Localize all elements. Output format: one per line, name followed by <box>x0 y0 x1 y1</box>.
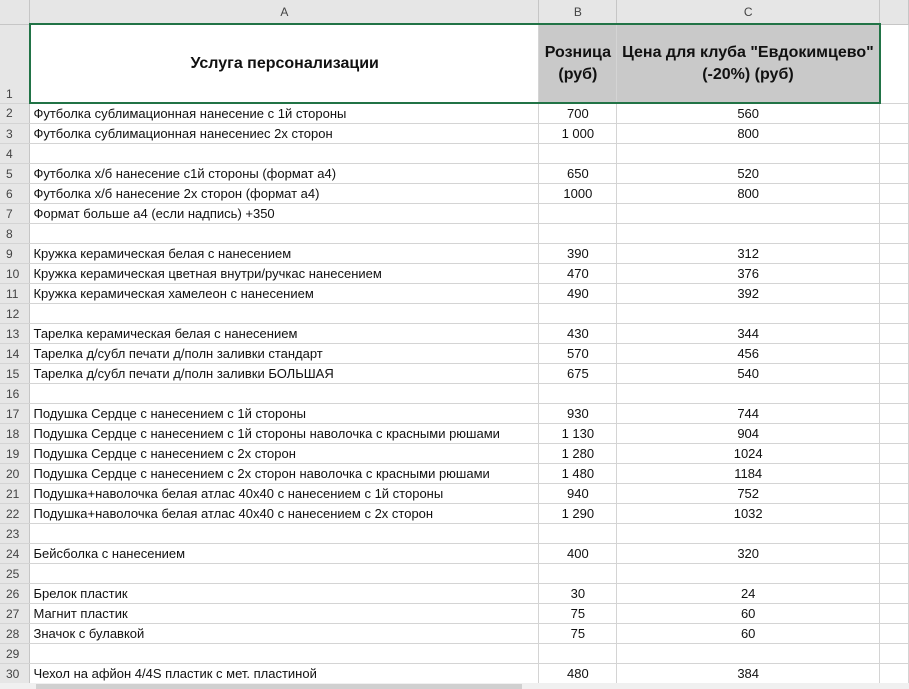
cell-club-price[interactable] <box>617 564 880 584</box>
cell-service[interactable]: Кружка керамическая цветная внутри/ручкас нанесением <box>30 264 539 284</box>
cell-service[interactable]: Подушка Сердце с нанесением с 2х сторон <box>30 444 539 464</box>
table-row <box>0 264 909 284</box>
empty-cell[interactable] <box>880 584 909 604</box>
empty-cell[interactable] <box>880 544 909 564</box>
cell-club-price[interactable]: 1032 <box>617 504 880 524</box>
table-row <box>0 204 909 224</box>
empty-cell[interactable] <box>880 304 909 324</box>
cell-club-price[interactable]: 24 <box>617 584 880 604</box>
cell-service[interactable]: Кружка керамическая хамелеон с нанесением <box>30 284 539 304</box>
empty-cell[interactable] <box>880 524 909 544</box>
row-header[interactable]: 13 <box>0 324 30 344</box>
cell-retail[interactable]: 400 <box>539 544 617 564</box>
row-header[interactable]: 1 <box>0 24 30 103</box>
cell-service[interactable]: Тарелка керамическая белая с нанесением <box>30 324 539 344</box>
row-header[interactable]: 9 <box>0 244 30 264</box>
cell-service[interactable]: Тарелка д/субл печати д/полн заливки БОЛЬШАЯ <box>30 364 539 384</box>
table-row <box>0 364 909 384</box>
cell-club-price[interactable]: 60 <box>617 604 880 624</box>
table-row <box>0 124 909 144</box>
cell-club-price[interactable]: 744 <box>617 404 880 424</box>
cell-service[interactable]: Чехол на афйон 4/4S пластик с мет. пластиной <box>30 664 539 684</box>
row-header[interactable]: 24 <box>0 544 30 564</box>
cell-club-price[interactable] <box>617 224 880 244</box>
row-header[interactable]: 17 <box>0 404 30 424</box>
cell-retail[interactable]: 1 130 <box>539 424 617 444</box>
table-row <box>0 184 909 204</box>
row-header[interactable]: 8 <box>0 224 30 244</box>
empty-cell[interactable] <box>880 644 909 664</box>
cell-club-price[interactable] <box>617 304 880 324</box>
empty-cell[interactable] <box>880 504 909 524</box>
cell-retail[interactable]: 650 <box>539 164 617 184</box>
cell-service[interactable]: Бейсболка с нанесением <box>30 544 539 564</box>
table-row <box>0 584 909 604</box>
row-header[interactable]: 11 <box>0 284 30 304</box>
empty-cell[interactable] <box>880 424 909 444</box>
cell-retail[interactable]: 570 <box>539 344 617 364</box>
cell-service[interactable] <box>30 644 539 664</box>
cell-service[interactable]: Подушка Сердце с нанесением с 1й стороны <box>30 404 539 424</box>
cell-retail[interactable]: 930 <box>539 404 617 424</box>
table-row <box>0 404 909 424</box>
table-row <box>0 384 909 404</box>
cell-club-price[interactable]: 1184 <box>617 464 880 484</box>
column-header-empty <box>880 0 909 24</box>
row-header[interactable]: 23 <box>0 524 30 544</box>
cell-club-price[interactable] <box>617 524 880 544</box>
cell-service[interactable] <box>30 224 539 244</box>
empty-cell[interactable] <box>880 604 909 624</box>
cell-club-price[interactable]: 904 <box>617 424 880 444</box>
cell-retail[interactable]: 470 <box>539 264 617 284</box>
column-header-c[interactable]: C <box>617 0 880 24</box>
cell-retail[interactable] <box>539 224 617 244</box>
cell-service[interactable]: Футболка сублимационная нанесение с 1й стороны <box>30 103 539 124</box>
cell-service[interactable]: Подушка Сердце с нанесением с 2х сторон наволочка с красными рюшами <box>30 464 539 484</box>
empty-cell[interactable] <box>880 264 909 284</box>
empty-cell[interactable] <box>880 284 909 304</box>
row-header[interactable]: 3 <box>0 124 30 144</box>
empty-cell[interactable] <box>880 564 909 584</box>
cell-retail[interactable]: 490 <box>539 284 617 304</box>
cell-club-price[interactable]: 560 <box>617 103 880 124</box>
cell-retail[interactable]: 480 <box>539 664 617 684</box>
row-header[interactable]: 20 <box>0 464 30 484</box>
cell-retail[interactable] <box>539 524 617 544</box>
table-row <box>0 224 909 244</box>
cell-service[interactable] <box>30 304 539 324</box>
row-header[interactable]: 27 <box>0 604 30 624</box>
row-header[interactable]: 19 <box>0 444 30 464</box>
row-header[interactable]: 28 <box>0 624 30 644</box>
cell-retail[interactable]: 1 000 <box>539 124 617 144</box>
row-header[interactable]: 21 <box>0 484 30 504</box>
header-cell-service[interactable]: Услуга персонализации <box>30 24 539 103</box>
cell-club-price[interactable]: 384 <box>617 664 880 684</box>
table-row <box>0 304 909 324</box>
table-row <box>0 644 909 664</box>
cell-club-price[interactable]: 520 <box>617 164 880 184</box>
cell-service[interactable]: Подушка+наволочка белая атлас 40х40 с нанесением с 2х сторон <box>30 504 539 524</box>
empty-cell[interactable] <box>880 24 909 103</box>
cell-service[interactable]: Футболка х/б нанесение 2х сторон (формат а4) <box>30 184 539 204</box>
empty-cell[interactable] <box>880 244 909 264</box>
cell-service[interactable]: Формат больше а4 (если надпись) +350 <box>30 204 539 224</box>
cell-club-price[interactable]: 456 <box>617 344 880 364</box>
cell-retail[interactable] <box>539 384 617 404</box>
table-row <box>0 284 909 304</box>
empty-cell[interactable] <box>880 124 909 144</box>
cell-retail[interactable]: 430 <box>539 324 617 344</box>
cell-service[interactable]: Магнит пластик <box>30 604 539 624</box>
cell-retail[interactable] <box>539 644 617 664</box>
empty-cell[interactable] <box>880 404 909 424</box>
cell-club-price[interactable]: 752 <box>617 484 880 504</box>
table-row <box>0 164 909 184</box>
row-header[interactable]: 26 <box>0 584 30 604</box>
row-header[interactable]: 12 <box>0 304 30 324</box>
cell-club-price[interactable] <box>617 384 880 404</box>
cell-retail[interactable] <box>539 144 617 164</box>
row-header[interactable]: 25 <box>0 564 30 584</box>
table-row <box>0 244 909 264</box>
cell-retail[interactable]: 1 280 <box>539 444 617 464</box>
table-row <box>0 324 909 344</box>
cell-club-price[interactable] <box>617 204 880 224</box>
cell-retail[interactable]: 75 <box>539 604 617 624</box>
empty-cell[interactable] <box>880 184 909 204</box>
cell-club-price[interactable] <box>617 144 880 164</box>
cell-club-price[interactable]: 312 <box>617 244 880 264</box>
cell-club-price[interactable] <box>617 644 880 664</box>
cell-club-price[interactable]: 540 <box>617 364 880 384</box>
cell-club-price[interactable]: 376 <box>617 264 880 284</box>
cell-service[interactable] <box>30 564 539 584</box>
table-row <box>0 464 909 484</box>
cell-service[interactable] <box>30 524 539 544</box>
cell-retail[interactable] <box>539 564 617 584</box>
table-row <box>0 624 909 644</box>
cell-retail[interactable]: 700 <box>539 103 617 124</box>
header-cell-club-price[interactable]: Цена для клуба "Евдокимцево" (-20%) (руб) <box>617 24 880 103</box>
cell-retail[interactable]: 390 <box>539 244 617 264</box>
cell-club-price[interactable]: 392 <box>617 284 880 304</box>
row-header[interactable]: 2 <box>0 103 30 124</box>
cell-service[interactable]: Тарелка д/субл печати д/полн заливки стандарт <box>30 344 539 364</box>
cell-service[interactable]: Кружка керамическая белая с нанесением <box>30 244 539 264</box>
cell-service[interactable]: Футболка х/б нанесение с1й стороны (формат а4) <box>30 164 539 184</box>
cell-retail[interactable]: 1000 <box>539 184 617 204</box>
row-header[interactable]: 15 <box>0 364 30 384</box>
row-header[interactable]: 6 <box>0 184 30 204</box>
cell-retail[interactable]: 1 290 <box>539 504 617 524</box>
empty-cell[interactable] <box>880 224 909 244</box>
header-cell-retail[interactable]: Розница (руб) <box>539 24 617 103</box>
cell-service[interactable]: Брелок пластик <box>30 584 539 604</box>
row-header[interactable]: 7 <box>0 204 30 224</box>
table-row <box>0 484 909 504</box>
empty-cell[interactable] <box>880 324 909 344</box>
column-header-b[interactable]: B <box>539 0 617 24</box>
row-header[interactable]: 30 <box>0 664 30 684</box>
empty-cell[interactable] <box>880 344 909 364</box>
table-row <box>0 444 909 464</box>
row-header[interactable]: 14 <box>0 344 30 364</box>
row-header[interactable]: 22 <box>0 504 30 524</box>
table-row <box>0 504 909 524</box>
cell-club-price[interactable]: 320 <box>617 544 880 564</box>
table-row <box>0 424 909 444</box>
empty-cell[interactable] <box>880 103 909 124</box>
cell-service[interactable]: Значок с булавкой <box>30 624 539 644</box>
cell-retail[interactable]: 940 <box>539 484 617 504</box>
table-row <box>0 564 909 584</box>
table-row <box>0 604 909 624</box>
cell-service[interactable]: Подушка Сердце с нанесением с 1й стороны наволочка с красными рюшами <box>30 424 539 444</box>
scrollbar-thumb[interactable] <box>36 684 522 689</box>
cell-club-price[interactable]: 344 <box>617 324 880 344</box>
column-header-a[interactable]: A <box>30 0 539 24</box>
cell-service[interactable]: Футболка сублимационная нанесениес 2х сторон <box>30 124 539 144</box>
cell-retail[interactable] <box>539 204 617 224</box>
row-header[interactable]: 5 <box>0 164 30 184</box>
row-header[interactable]: 29 <box>0 644 30 664</box>
empty-cell[interactable] <box>880 464 909 484</box>
cell-service[interactable] <box>30 144 539 164</box>
empty-cell[interactable] <box>880 204 909 224</box>
cell-service[interactable] <box>30 384 539 404</box>
empty-cell[interactable] <box>880 164 909 184</box>
empty-cell[interactable] <box>880 444 909 464</box>
table-row <box>0 103 909 124</box>
row-header[interactable]: 10 <box>0 264 30 284</box>
row-header[interactable]: 18 <box>0 424 30 444</box>
cell-club-price[interactable]: 1024 <box>617 444 880 464</box>
cell-retail[interactable]: 75 <box>539 624 617 644</box>
table-row <box>0 144 909 164</box>
row-header[interactable]: 16 <box>0 384 30 404</box>
cell-service[interactable]: Подушка+наволочка белая атлас 40х40 с нанесением с 1й стороны <box>30 484 539 504</box>
empty-cell[interactable] <box>880 484 909 504</box>
cell-club-price[interactable]: 800 <box>617 184 880 204</box>
select-all-corner[interactable] <box>0 0 30 24</box>
table-header-row <box>0 24 909 103</box>
empty-cell[interactable] <box>880 144 909 164</box>
cell-retail[interactable]: 30 <box>539 584 617 604</box>
cell-retail[interactable] <box>539 304 617 324</box>
empty-cell[interactable] <box>880 384 909 404</box>
cell-club-price[interactable]: 800 <box>617 124 880 144</box>
row-header[interactable]: 4 <box>0 144 30 164</box>
table-row <box>0 664 909 684</box>
empty-cell[interactable] <box>880 624 909 644</box>
table-row <box>0 524 909 544</box>
table-row <box>0 344 909 364</box>
empty-cell[interactable] <box>880 364 909 384</box>
horizontal-scrollbar[interactable] <box>0 683 909 689</box>
cell-club-price[interactable]: 60 <box>617 624 880 644</box>
table-row <box>0 544 909 564</box>
cell-retail[interactable]: 675 <box>539 364 617 384</box>
cell-retail[interactable]: 1 480 <box>539 464 617 484</box>
empty-cell[interactable] <box>880 664 909 684</box>
